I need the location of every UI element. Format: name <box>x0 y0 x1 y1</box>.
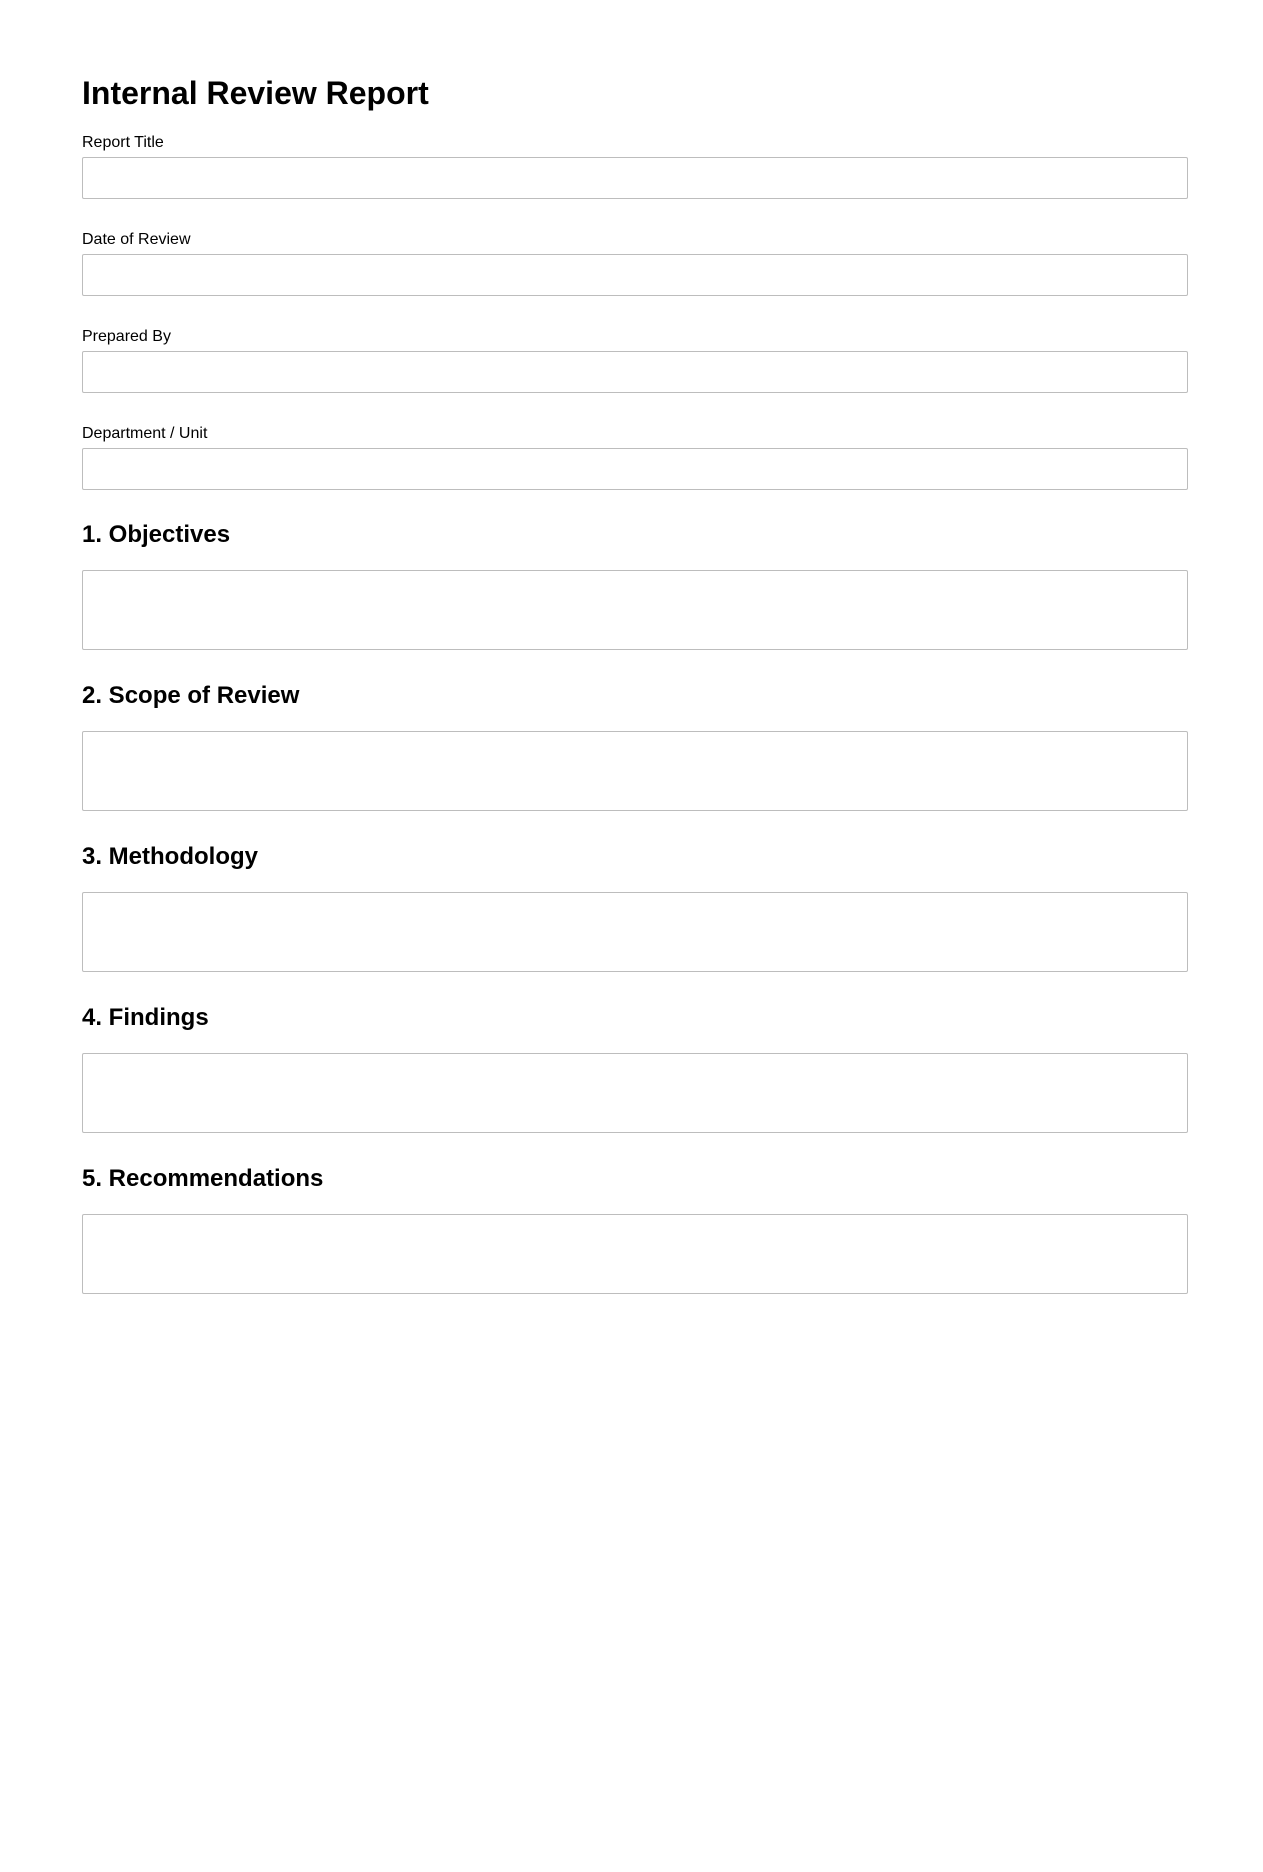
field-label: Report Title <box>82 134 164 151</box>
section-objectives <box>82 521 1188 650</box>
field-prepared-by <box>82 327 1188 393</box>
field-department <box>82 424 1188 490</box>
findings-textarea[interactable] <box>82 1053 1188 1133</box>
prepared-by-input[interactable] <box>82 351 1188 393</box>
section-heading: 1. Objectives <box>82 521 231 548</box>
page-title: Internal Review Report <box>82 75 429 111</box>
field-date-of-review <box>82 230 1188 296</box>
recommendations-textarea[interactable] <box>82 1214 1188 1294</box>
field-label: Prepared By <box>82 328 171 345</box>
section-methodology <box>82 843 1188 972</box>
section-recommendations <box>82 1165 1188 1294</box>
field-label: Department / Unit <box>82 425 208 442</box>
date-of-review-input[interactable] <box>82 254 1188 296</box>
section-heading: 3. Methodology <box>82 843 258 870</box>
section-scope <box>82 682 1188 811</box>
section-findings <box>82 1004 1188 1133</box>
report-title-input[interactable] <box>82 157 1188 199</box>
field-label: Date of Review <box>82 231 191 248</box>
field-report-title <box>82 133 1188 199</box>
scope-textarea[interactable] <box>82 731 1188 811</box>
section-heading: 2. Scope of Review <box>82 682 300 709</box>
section-heading: 4. Findings <box>82 1004 209 1031</box>
department-input[interactable] <box>82 448 1188 490</box>
objectives-textarea[interactable] <box>82 570 1188 650</box>
methodology-textarea[interactable] <box>82 892 1188 972</box>
section-heading: 5. Recommendations <box>82 1165 324 1192</box>
